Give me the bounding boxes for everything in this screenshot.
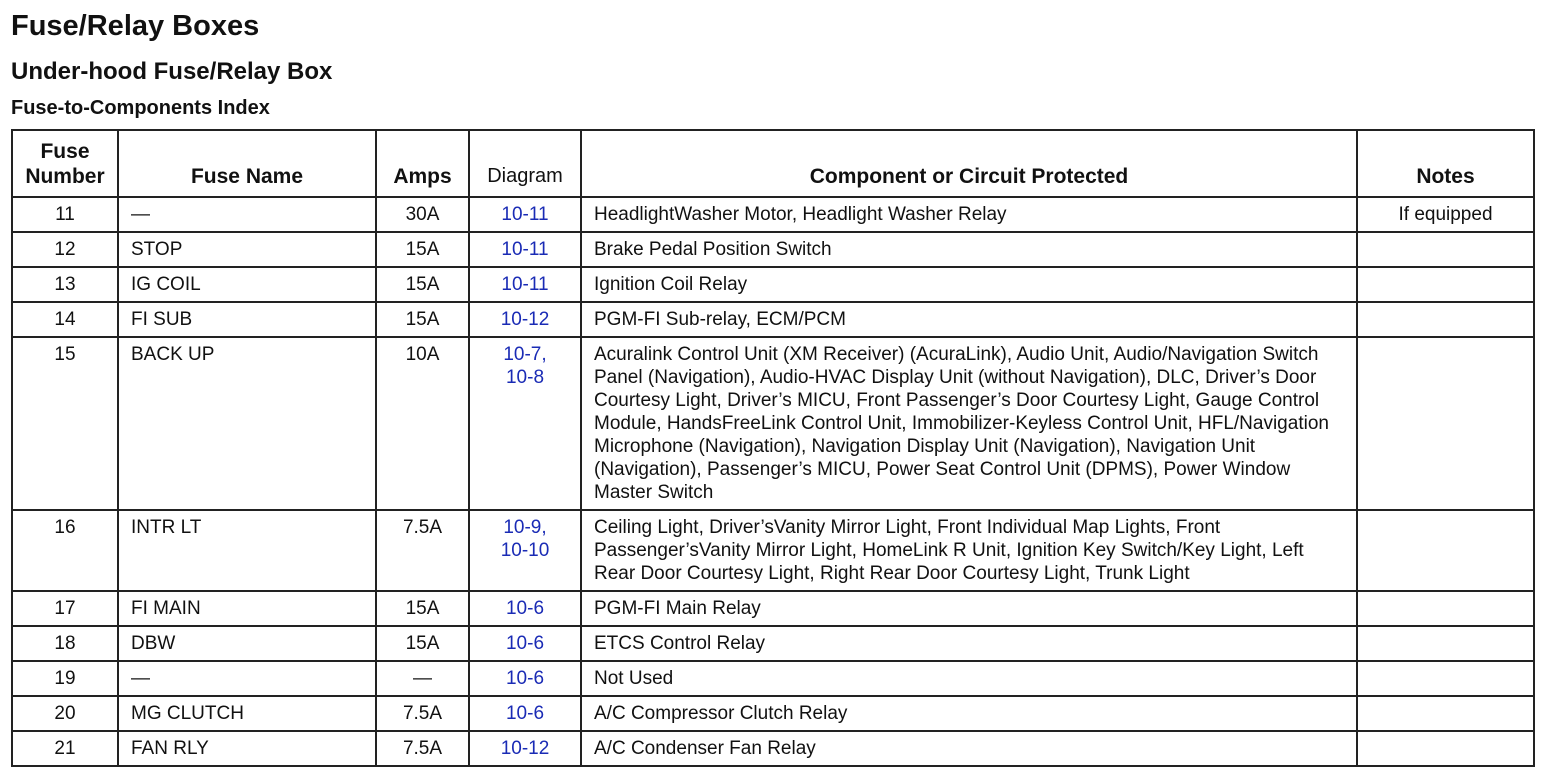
fuse-name: —: [118, 197, 376, 232]
fuse-notes: [1357, 626, 1534, 661]
fuse-number: 18: [12, 626, 118, 661]
fuse-amps: 15A: [376, 302, 469, 337]
diagram-ref: [469, 337, 581, 510]
fuse-index-table: [11, 129, 1535, 767]
component-protected: A/C Condenser Fan Relay: [581, 731, 1357, 766]
table-row: [12, 302, 1534, 337]
fuse-amps: 7.5A: [376, 696, 469, 731]
fuse-name: INTR LT: [118, 510, 376, 591]
component-protected: Brake Pedal Position Switch: [581, 232, 1357, 267]
fuse-number: 19: [12, 661, 118, 696]
header-fuse-number-line2: Number: [25, 165, 105, 188]
fuse-notes: [1357, 302, 1534, 337]
table-row: [12, 197, 1534, 232]
component-protected: Not Used: [581, 661, 1357, 696]
header-fuse-number: [12, 130, 118, 197]
diagram-link[interactable]: 10-6: [505, 598, 545, 619]
section-heading: Fuse-to-Components Index: [11, 97, 270, 119]
header-amps: Amps: [376, 130, 469, 197]
diagram-link[interactable]: 10-12: [500, 309, 550, 330]
diagram-ref: [469, 696, 581, 731]
diagram-link[interactable]: 10-9,: [503, 517, 547, 538]
fuse-number: 21: [12, 731, 118, 766]
table-row: [12, 267, 1534, 302]
fuse-notes: [1357, 591, 1534, 626]
header-diagram: Diagram: [469, 130, 581, 197]
fuse-name: BACK UP: [118, 337, 376, 510]
fuse-name: DBW: [118, 626, 376, 661]
diagram-link[interactable]: 10-11: [501, 204, 549, 225]
table-header-row: [12, 130, 1534, 197]
diagram-link[interactable]: 10-8: [505, 367, 545, 388]
fuse-amps: —: [376, 661, 469, 696]
header-fuse-name: Fuse Name: [118, 130, 376, 197]
fuse-number: 12: [12, 232, 118, 267]
fuse-number: 13: [12, 267, 118, 302]
table-row: [12, 661, 1534, 696]
fuse-name: FI SUB: [118, 302, 376, 337]
table-row: [12, 510, 1534, 591]
diagram-link[interactable]: 10-6: [505, 703, 545, 724]
fuse-name: —: [118, 661, 376, 696]
diagram-link[interactable]: 10-12: [500, 738, 550, 759]
table-body: [12, 197, 1534, 766]
fuse-number: 17: [12, 591, 118, 626]
diagram-ref: [469, 591, 581, 626]
diagram-ref: [469, 302, 581, 337]
table-row: [12, 232, 1534, 267]
diagram-link[interactable]: 10-6: [505, 633, 545, 654]
component-protected: PGM-FI Main Relay: [581, 591, 1357, 626]
fuse-notes: [1357, 510, 1534, 591]
header-notes: Notes: [1357, 130, 1534, 197]
fuse-name: FAN RLY: [118, 731, 376, 766]
fuse-amps: 15A: [376, 267, 469, 302]
fuse-name: FI MAIN: [118, 591, 376, 626]
diagram-link[interactable]: 10-11: [501, 274, 549, 295]
table-row: [12, 337, 1534, 510]
diagram-link[interactable]: 10-10: [500, 540, 550, 561]
fuse-amps: 15A: [376, 626, 469, 661]
table-row: [12, 696, 1534, 731]
page-title: Fuse/Relay Boxes: [11, 10, 260, 42]
fuse-amps: 7.5A: [376, 731, 469, 766]
diagram-link[interactable]: 10-7,: [503, 344, 547, 365]
diagram-ref: [469, 197, 581, 232]
component-protected: HeadlightWasher Motor, Headlight Washer Relay: [581, 197, 1357, 232]
diagram-ref: [469, 267, 581, 302]
diagram-link[interactable]: 10-6: [505, 668, 545, 689]
diagram-ref: [469, 232, 581, 267]
fuse-amps: 10A: [376, 337, 469, 510]
fuse-notes: [1357, 731, 1534, 766]
fuse-notes: If equipped: [1357, 197, 1534, 232]
component-protected: Ceiling Light, Driver’sVanity Mirror Light, Front Individual Map Lights, Front Passenger’sVanity Mirror Light, HomeLink R Unit, Ignition Key Switch/Key Light, Left Rear Door Courtesy Light, Right Rear Door Courtesy Light, Trunk Light: [581, 510, 1357, 591]
table-row: [12, 626, 1534, 661]
diagram-ref: [469, 661, 581, 696]
fuse-amps: 30A: [376, 197, 469, 232]
fuse-name: STOP: [118, 232, 376, 267]
fuse-notes: [1357, 337, 1534, 510]
fuse-number: 14: [12, 302, 118, 337]
fuse-notes: [1357, 696, 1534, 731]
header-component: Component or Circuit Protected: [581, 130, 1357, 197]
fuse-notes: [1357, 267, 1534, 302]
fuse-number: 15: [12, 337, 118, 510]
fuse-number: 16: [12, 510, 118, 591]
fuse-notes: [1357, 661, 1534, 696]
header-fuse-number-line1: Fuse: [40, 140, 90, 163]
diagram-link[interactable]: 10-11: [501, 239, 549, 260]
fuse-number: 20: [12, 696, 118, 731]
table-row: [12, 731, 1534, 766]
fuse-notes: [1357, 232, 1534, 267]
component-protected: A/C Compressor Clutch Relay: [581, 696, 1357, 731]
page-subtitle: Under-hood Fuse/Relay Box: [11, 58, 333, 85]
component-protected: Acuralink Control Unit (XM Receiver) (AcuraLink), Audio Unit, Audio/Navigation Switch Panel (Navigation), Audio-HVAC Display Unit (without Navigation), DLC, Driver’s Door Courtesy Light, Driver’s MICU, Front Passenger’s Door Courtesy Light, Gauge Control Module, HandsFreeLink Control Unit, Immobilizer-Keyless Control Unit, HFL/Navigation Microphone (Navigation), Navigation Display Unit (Navigation), Navigation Unit (Navigation), Passenger’s MICU, Power Seat Control Unit (DPMS), Power Window Master Switch: [581, 337, 1357, 510]
component-protected: Ignition Coil Relay: [581, 267, 1357, 302]
table-row: [12, 591, 1534, 626]
fuse-amps: 15A: [376, 591, 469, 626]
diagram-ref: [469, 510, 581, 591]
fuse-name: IG COIL: [118, 267, 376, 302]
fuse-amps: 7.5A: [376, 510, 469, 591]
fuse-name: MG CLUTCH: [118, 696, 376, 731]
fuse-number: 11: [12, 197, 118, 232]
component-protected: PGM-FI Sub-relay, ECM/PCM: [581, 302, 1357, 337]
diagram-ref: [469, 626, 581, 661]
diagram-ref: [469, 731, 581, 766]
component-protected: ETCS Control Relay: [581, 626, 1357, 661]
fuse-amps: 15A: [376, 232, 469, 267]
